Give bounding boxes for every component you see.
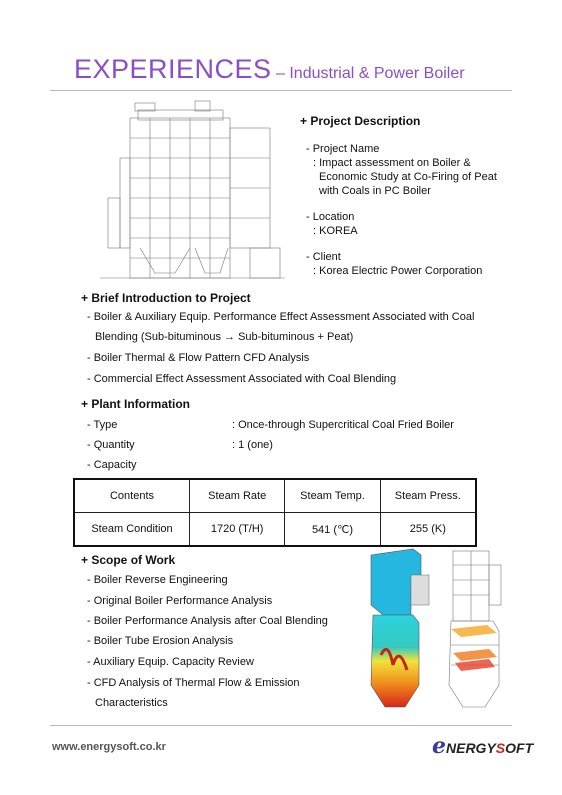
table-cell: 1720 (T/H) (190, 513, 285, 547)
table-row (74, 513, 476, 547)
brief-heading: + Brief Introduction to Project (81, 291, 251, 305)
table-cell: Steam Condition (74, 513, 190, 547)
plant-type-value: : Once-through Supercritical Coal Fried Boiler (232, 419, 454, 431)
plant-quantity-label: - Quantity (87, 439, 135, 451)
client-value: : Korea Electric Power Corporation (313, 265, 483, 277)
boiler-elevation-drawing (100, 98, 290, 283)
scope-item: - Auxiliary Equip. Capacity Review (87, 656, 254, 668)
table-cell: 541 (℃) (285, 513, 380, 547)
energysoft-logo: eNERGYSOFT (432, 733, 534, 759)
project-name-label: - Project Name (306, 143, 380, 155)
footer-rule (50, 725, 512, 726)
scope-item: - Boiler Performance Analysis after Coal Blending (87, 615, 328, 627)
plant-quantity-value: : 1 (one) (232, 439, 273, 451)
scope-item: - Original Boiler Performance Analysis (87, 595, 273, 607)
boiler-mesh-image (443, 545, 505, 715)
project-name-line-2: Economic Study at Co-Firing of Peat (319, 171, 497, 183)
project-description-heading: + Project Description (300, 114, 421, 128)
brief-item: - Boiler & Auxiliary Equip. Performance Effect Assessment Associated with Coal (87, 311, 475, 323)
table-header-cell: Steam Temp. (285, 479, 380, 513)
scope-item: - CFD Analysis of Thermal Flow & Emission (87, 677, 300, 689)
project-name-line-3: with Coals in PC Boiler (319, 185, 431, 197)
scope-heading: + Scope of Work (81, 553, 176, 567)
brief-item: - Boiler Thermal & Flow Pattern CFD Analysis (87, 352, 310, 364)
location-value: : KOREA (313, 225, 358, 237)
plant-heading: + Plant Information (81, 397, 191, 411)
cfd-temperature-contour-image (363, 545, 443, 715)
location-label: - Location (306, 211, 355, 223)
page-title (74, 54, 465, 85)
table-header-row (74, 479, 476, 513)
footer-url: www.energysoft.co.kr (52, 741, 166, 753)
plant-type-label: - Type (87, 419, 118, 431)
scope-item: - Boiler Tube Erosion Analysis (87, 635, 234, 647)
project-name-line-1: : Impact assessment on Boiler & (313, 157, 471, 169)
scope-item: - Boiler Reverse Engineering (87, 574, 228, 586)
title-main: EXPERIENCES (74, 54, 272, 84)
client-label: - Client (306, 251, 341, 263)
table-header-cell: Contents (74, 479, 190, 513)
title-sub: – Industrial & Power Boiler (276, 65, 465, 82)
table-header-cell: Steam Rate (190, 479, 285, 513)
steam-condition-table (73, 478, 477, 547)
plant-capacity-label: - Capacity (87, 459, 137, 471)
table-header-cell: Steam Press. (380, 479, 476, 513)
scope-item: Characteristics (95, 697, 168, 709)
brief-item: - Commercial Effect Assessment Associated with Coal Blending (87, 373, 397, 385)
table-cell: 255 (K) (380, 513, 476, 547)
top-rule (50, 90, 512, 91)
brief-item: Blending (Sub-bituminous → Sub-bituminous + Peat) (95, 331, 354, 343)
